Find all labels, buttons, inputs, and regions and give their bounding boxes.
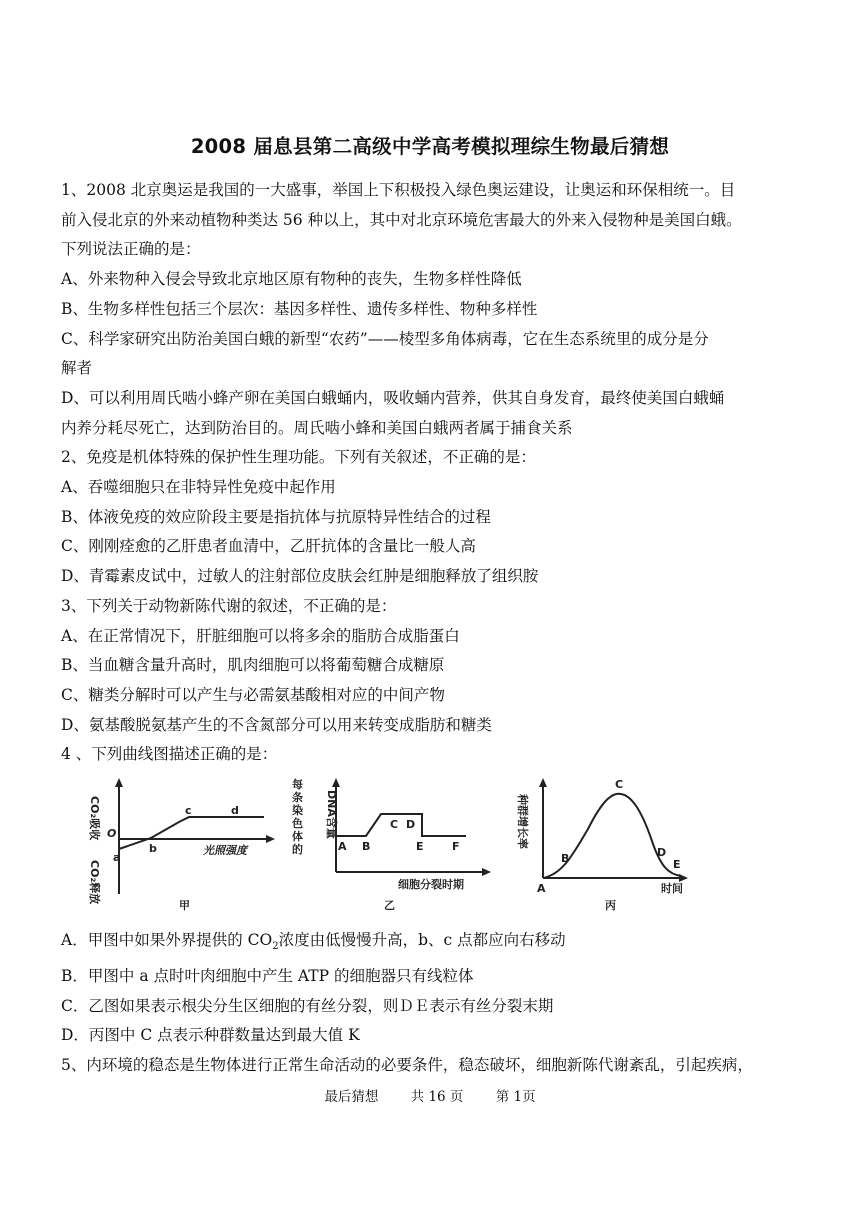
figure-jia	[79, 774, 279, 914]
figure-jia-y-bottom-label: CO₂释放	[88, 860, 101, 905]
figure-jia-point-c: c	[185, 804, 192, 818]
figure-jia-point-b: b	[149, 842, 157, 856]
q3-option-d: D、氨基酸脱氨基产生的不含氮部分可以用来转变成脂肪和糖类	[61, 715, 492, 734]
q4-option-a	[61, 926, 809, 962]
page-footer	[0, 1085, 860, 1105]
figure-yi-x-arrow	[482, 868, 491, 876]
figure-yi-point-c: C	[390, 818, 399, 832]
q4-figures	[71, 774, 809, 926]
footer-middle: 共 16 页	[410, 1089, 464, 1105]
figure-yi-y-arrow	[332, 778, 340, 787]
question-content	[61, 176, 809, 1081]
figure-jia-x-arrow	[266, 835, 275, 843]
figure-yi-caption: 乙	[384, 899, 395, 913]
figure-bing-curve	[543, 794, 681, 878]
q3-option-a: A、在正常情况下，肝脏细胞可以将多余的脂肪合成脂蛋白	[61, 626, 460, 645]
figure-yi-point-d: D	[406, 818, 416, 832]
q4-option-d: D．丙图中 C 点表示种群数量达到最大值 K	[61, 1026, 360, 1045]
figure-bing-y-arrow	[539, 778, 547, 787]
figure-bing-y-label: 种群增长率	[516, 794, 529, 850]
figure-yi-x-label: 细胞分裂时期	[398, 878, 464, 892]
figure-jia-origin-label: O	[107, 827, 117, 841]
q1-option-a: A、外来物种入侵会导致北京地区原有物种的丧失，生物多样性降低	[61, 270, 522, 289]
figure-jia-y-top-label: CO₂吸收	[88, 796, 101, 841]
q1-option-c-line-1: C、科学家研究出防治美国白蛾的新型“农药”——棱型多角体病毒，它在生态系统里的成分是分	[61, 329, 709, 348]
figure-yi-curve	[336, 814, 466, 836]
figure-jia-y-arrow	[115, 778, 123, 787]
q3-stem: 3、下列关于动物新陈代谢的叙述，不正确的是：	[61, 596, 397, 615]
figure-jia-caption: 甲	[179, 899, 190, 913]
figure-yi-point-b: B	[362, 840, 371, 854]
figure-jia-point-d: d	[231, 804, 239, 818]
q4-option-c: C．乙图如果表示根尖分生区细胞的有丝分裂，则ＤＥ表示有丝分裂末期	[61, 996, 554, 1015]
figure-jia-point-a: a	[113, 851, 121, 865]
q4-option-a-sub: 2	[272, 941, 279, 953]
q1-option-c-line-2: 解者	[61, 359, 93, 378]
q2-option-a: A、吞噬细胞只在非特异性免疫中起作用	[61, 478, 336, 497]
q5-stem: 5、内环境的稳态是生物体进行正常生命活动的必要条件，稳态破坏，细胞新陈代谢紊乱，引起疾病，	[61, 1055, 753, 1074]
q1-stem-line-3: 下列说法正确的是：	[61, 240, 201, 259]
q3-option-c: C、糖类分解时可以产生与必需氨基酸相对应的中间产物	[61, 685, 445, 704]
q1-option-d-line-2: 内养分耗尽死亡，达到防治目的。周氏啮小蜂和美国白蛾两者属于捕食关系	[61, 418, 573, 437]
figure-bing-x-label: 时间	[661, 882, 683, 896]
q4-option-b: B．甲图中 a 点时叶肉细胞中产生 ATP 的细胞器只有线粒体	[61, 966, 474, 985]
q3-option-b: B、当血糖含量升高时，肌肉细胞可以将葡萄糖合成糖原	[61, 656, 445, 675]
figure-yi-point-a: A	[338, 840, 347, 854]
q2-option-d: D、青霉素皮试中，过敏人的注射部位皮肤会红肿是细胞释放了组织胺	[61, 567, 539, 586]
figure-yi	[286, 774, 496, 914]
figure-yi-y-label-1: 每条染色体的	[292, 778, 303, 857]
figure-yi-point-e: E	[416, 840, 424, 854]
figure-bing-point-c: C	[615, 778, 624, 792]
figure-jia-x-label: 光照强度	[203, 844, 247, 858]
q2-option-b: B、体液免疫的效应阶段主要是指抗体与抗原特异性结合的过程	[61, 507, 491, 526]
footer-left: 最后猜想	[324, 1089, 379, 1105]
q2-stem: 2、免疫是机体特殊的保护性生理功能。下列有关叙述，不正确的是：	[61, 448, 536, 467]
q4-option-a-pre: A．甲图中如果外界提供的 CO	[61, 931, 273, 950]
q1-option-b: B、生物多样性包括三个层次：基因多样性、遗传多样性、物种多样性	[61, 299, 538, 318]
figure-bing-point-d: D	[657, 846, 667, 860]
figure-yi-point-f: F	[452, 840, 460, 854]
figure-bing	[503, 774, 693, 914]
q1-stem-line-2: 前入侵北京的外来动植物种类达 56 种以上，其中对北京环境危害最大的外来入侵物种是美国白蛾。	[61, 210, 742, 229]
q4-stem: 4 、下列曲线图描述正确的是：	[61, 745, 278, 764]
q1-stem-line-1: 1、2008 北京奥运是我国的一大盛事，举国上下积极投入绿色奥运建设，让奥运和环保相统一。目	[61, 181, 736, 199]
figure-bing-point-b: B	[561, 852, 570, 866]
figure-bing-caption: 丙	[605, 899, 616, 913]
page-title: 2008 届息县第二高级中学高考模拟理综生物最后猜想	[190, 135, 670, 158]
figure-yi-graph	[286, 774, 496, 914]
q1-option-d-line-1: D、可以利用周氏啮小蜂产卵在美国白蛾蛹内，吸收蛹内营养，供其自身发育，最终使美国白蛾蛹	[61, 388, 725, 407]
footer-right: 第 1页	[495, 1089, 536, 1105]
figure-bing-point-e: E	[673, 858, 681, 872]
q4-option-a-post: 浓度由低慢慢升高，b、c 点都应向右移动	[278, 931, 566, 950]
figure-yi-y-label-2: DNA含量	[325, 790, 338, 839]
figure-jia-graph	[79, 774, 279, 914]
q2-option-c: C、刚刚痊愈的乙肝患者血清中，乙肝抗体的含量比一般人高	[61, 537, 476, 556]
figure-bing-point-a: A	[537, 882, 546, 896]
figure-bing-graph	[503, 774, 693, 914]
